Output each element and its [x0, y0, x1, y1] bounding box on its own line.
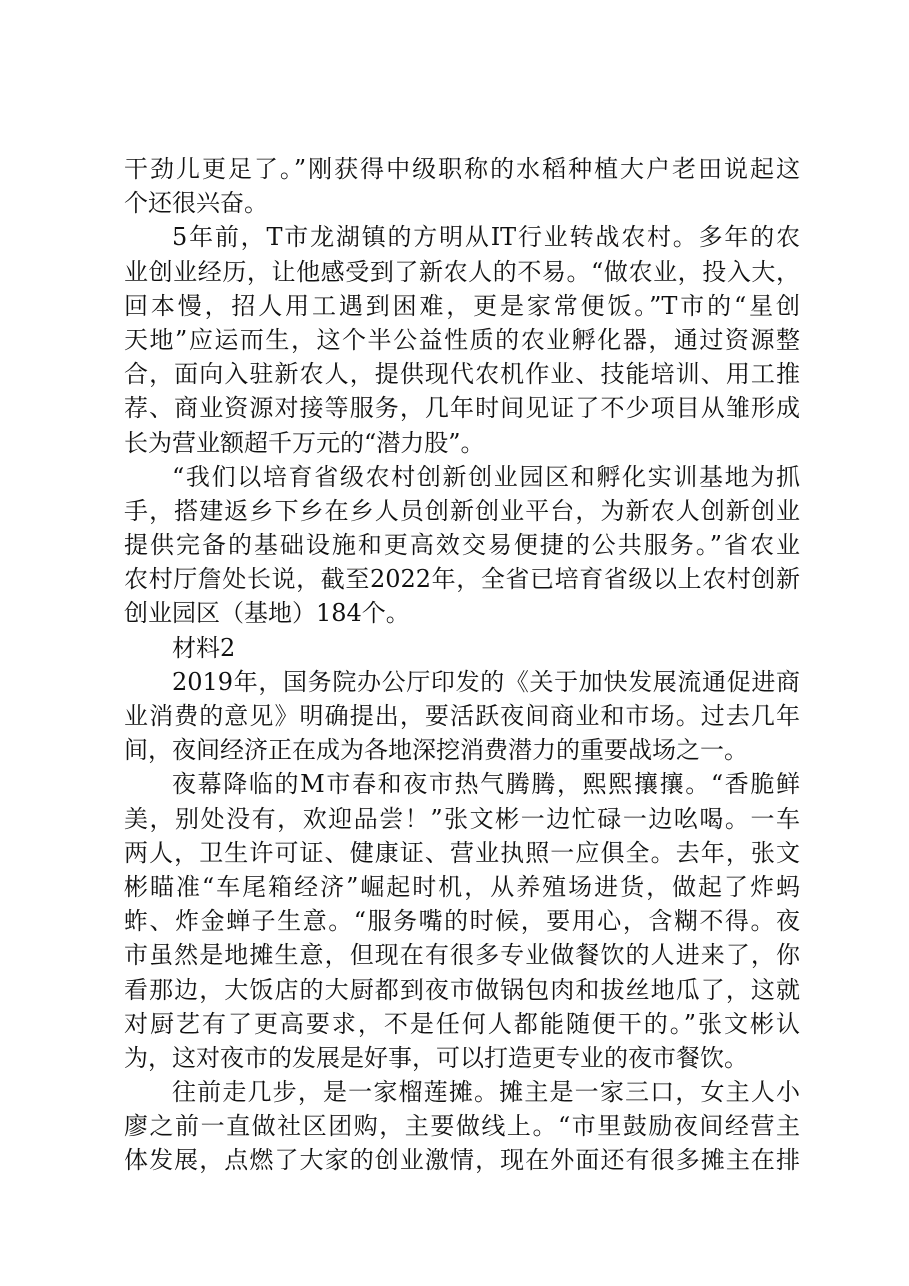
text-line: 创业园区（基地）184个。 — [124, 599, 410, 628]
text-line: 美，别处没有，欢迎品尝！”张文彬一边忙碌一边吆喝。一车 — [124, 804, 800, 833]
text-line: 回本慢，招人用工遇到困难，更是家常便饭。”T市的“星创 — [124, 291, 800, 320]
text-line: 业创业经历，让他感受到了新农人的不易。“做农业，投入大， — [124, 257, 800, 286]
text-line: 干劲儿更足了。”刚获得中级职称的水稻种植大户老田说起这 — [124, 155, 800, 183]
text-line: 体发展，点燃了大家的创业激情，现在外面还有很多摊主在排 — [124, 1146, 800, 1175]
text-line: 个还很兴奋。 — [124, 189, 268, 218]
text-line: 廖之前一直做社区团购，主要做线上。“市里鼓励夜间经营主 — [124, 1112, 800, 1141]
text-line: 彬瞄准“车尾箱经济”崛起时机，从养殖场进货，做起了炸蚂 — [124, 872, 800, 901]
text-line: 长为营业额超千万元的“潜力股”。 — [124, 428, 485, 457]
text-line: 往前走几步，是一家榴莲摊。摊主是一家三口，女主人小 — [172, 1078, 800, 1107]
text-line: 市虽然是地摊生意，但现在有很多专业做餐饮的人进来了，你 — [124, 941, 800, 970]
text-line: 蚱、炸金蝉子生意。“服务嘴的时候，要用心，含糊不得。夜 — [124, 907, 800, 936]
text-line: 天地”应运而生，这个半公益性质的农业孵化器，通过资源整 — [124, 325, 800, 354]
text-line: 提供完备的基础设施和更高效交易便捷的公共服务。”省农业 — [124, 531, 800, 560]
text-line: 材料2 — [172, 633, 236, 662]
text-line: 合，面向入驻新农人，提供现代农机作业、技能培训、用工推 — [124, 360, 800, 389]
document-body — [124, 152, 800, 1178]
text-line: “我们以培育省级农村创新创业园区和孵化实训基地为抓 — [172, 462, 800, 491]
text-line: 间，夜间经济正在成为各地深挖消费潜力的重要战场之一。 — [124, 736, 748, 765]
text-line: 2019年，国务院办公厅印发的《关于加快发展流通促进商 — [172, 667, 800, 696]
text-line: 业消费的意见》明确提出，要活跃夜间商业和市场。过去几年 — [124, 702, 800, 730]
text-line: 手，搭建返乡下乡在乡人员创新创业平台，为新农人创新创业 — [124, 496, 800, 525]
text-line: 荐、商业资源对接等服务，几年时间见证了不少项目从雏形成 — [124, 394, 800, 423]
text-line: 对厨艺有了更高要求，不是任何人都能随便干的。”张文彬认 — [124, 1009, 800, 1038]
text-line: 5年前，T市龙湖镇的方明从IT行业转战农村。多年的农 — [172, 223, 800, 252]
text-line: 夜幕降临的M市春和夜市热气腾腾，熙熙攘攘。“香脆鲜 — [172, 770, 800, 799]
text-line: 为，这对夜市的发展是好事，可以打造更专业的夜市餐饮。 — [124, 1043, 748, 1072]
text-line: 看那边，大饭店的大厨都到夜市做锅包肉和拔丝地瓜了，这就 — [124, 975, 800, 1004]
text-line: 两人，卫生许可证、健康证、营业执照一应俱全。去年，张文 — [124, 838, 800, 867]
text-line: 农村厅詹处长说，截至2022年，全省已培育省级以上农村创新 — [124, 565, 800, 594]
